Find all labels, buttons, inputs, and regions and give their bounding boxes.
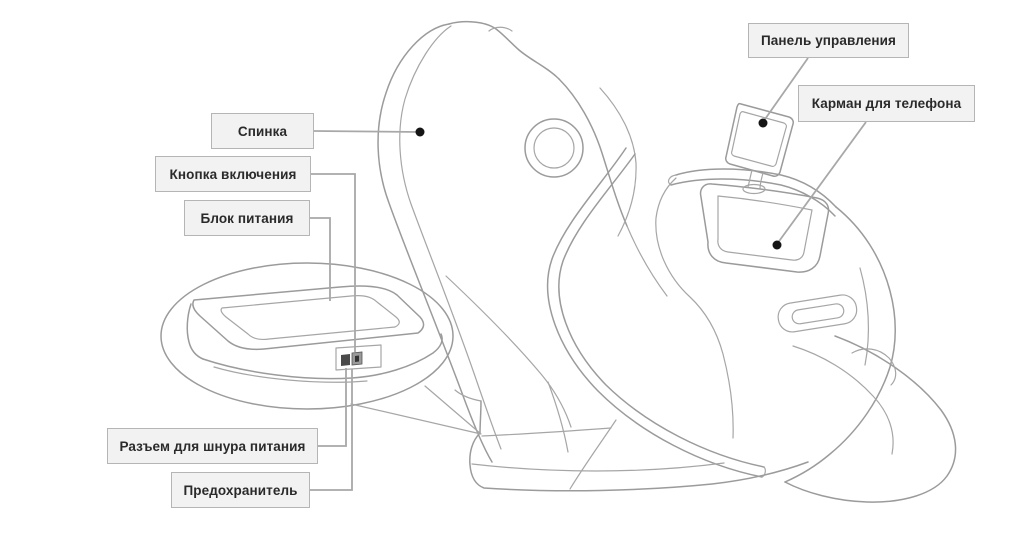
label-phone-pocket: Карман для телефона [798,85,975,122]
label-power-supply-unit: Блок питания [184,200,310,236]
dot-phone-pocket [773,241,782,250]
callout-ellipse [161,263,453,409]
label-backrest: Спинка [211,113,314,149]
speaker-circle-inner [534,128,574,168]
phone-pocket-frame [701,184,829,272]
label-fuse: Предохранитель [171,472,310,508]
label-control-panel: Панель управления [748,23,909,58]
leader-phone-pocket [777,122,866,244]
chair-rear-base [785,336,956,502]
dot-control-panel [759,119,768,128]
power-supply-callout [161,263,481,434]
leader-backrest [314,131,420,132]
label-power-cord-socket: Разъем для шнура питания [107,428,318,464]
dot-backrest [416,128,425,137]
armrest-handle-slot [776,293,859,334]
chair-armrest [656,169,895,482]
label-power-button: Кнопка включения [155,156,311,192]
power-cord-socket-part [341,354,350,366]
chair-backrest [378,22,667,462]
power-supply-unit-drawing [187,286,442,382]
